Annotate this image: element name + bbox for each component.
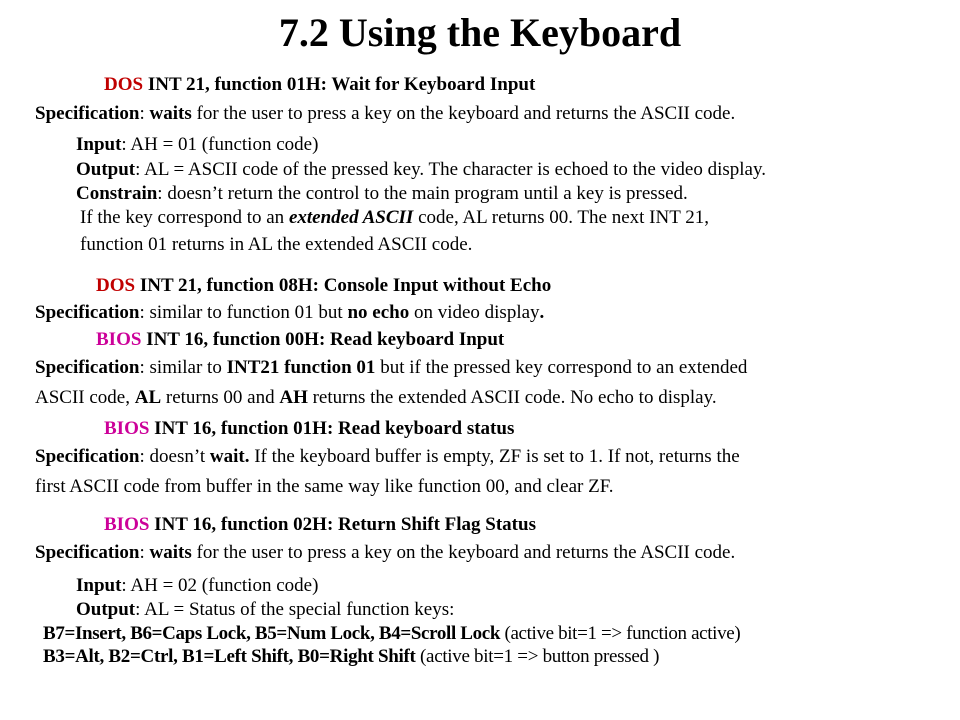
input-line-int21-01: [76, 134, 318, 156]
spec-line-int16-01: [35, 446, 740, 468]
heading-text: INT 16, function 02H: Return Shift Flag Status: [149, 514, 536, 535]
dos-label: DOS: [104, 74, 144, 95]
constrain-line-int21-01: [76, 183, 688, 205]
section-heading-int16-00: [96, 329, 504, 351]
spec-text: : doesn’t: [139, 446, 210, 467]
spec-text: :: [139, 103, 150, 124]
spec-bold-wait: wait.: [209, 446, 250, 467]
spec-text: for the user to press a key on the keyboard and returns the ASCII code.: [191, 103, 736, 124]
spec-text: If the keyboard buffer is empty, ZF is set to 1. If not, returns the: [249, 446, 740, 467]
output-text: : AL = ASCII code of the pressed key. The character is echoed to the video display.: [135, 159, 766, 180]
spec-label: Specification: [35, 302, 140, 323]
input-text: : AH = 01 (function code): [121, 134, 319, 155]
bits-note: (active bit=1 => button pressed ): [415, 646, 660, 667]
spec-bold-waits: waits: [149, 542, 192, 563]
heading-text: INT 21, function 01H: Wait for Keyboard Input: [143, 74, 536, 95]
constrain-text: : doesn’t return the control to the main program until a key is pressed.: [157, 183, 688, 204]
spec-label: Specification: [35, 103, 140, 124]
spec-text: : similar to: [139, 357, 227, 378]
spec-text: returns the extended ASCII code. No echo to display.: [307, 387, 717, 408]
output-line-int21-01: [76, 159, 766, 181]
heading-text: INT 16, function 00H: Read keyboard Input: [141, 329, 505, 350]
constrain-label: Constrain: [76, 183, 158, 204]
spec-bold-no-echo: no echo: [347, 302, 410, 323]
spec-period: .: [539, 302, 545, 323]
spec-text: : similar to function 01 but: [139, 302, 348, 323]
spec-text: on video display: [409, 302, 540, 323]
bits-names: B7=Insert, B6=Caps Lock, B5=Num Lock, B4=Scroll Lock: [43, 623, 501, 644]
input-line-int16-02: [76, 575, 318, 597]
dos-label: DOS: [96, 275, 136, 296]
spec-text: returns 00 and: [161, 387, 280, 408]
spec-line-int16-00: [35, 357, 747, 379]
input-label: Input: [76, 134, 122, 155]
note-text: If the key correspond to an: [80, 207, 289, 228]
page-title: 7.2 Using the Keyboard: [278, 10, 682, 55]
input-label: Input: [76, 575, 122, 596]
bios-label: BIOS: [104, 418, 150, 439]
output-label: Output: [76, 599, 136, 620]
section-heading-int16-01: [104, 418, 514, 440]
spec-text: :: [139, 542, 150, 563]
spec-text: but if the pressed key correspond to an extended: [375, 357, 748, 378]
bios-label: BIOS: [104, 514, 150, 535]
spec-line-int16-02: [35, 542, 735, 564]
output-text: : AL = Status of the special function keys:: [135, 599, 455, 620]
spec-text: ASCII code,: [35, 387, 135, 408]
output-label: Output: [76, 159, 136, 180]
section-heading-int16-02: [104, 514, 536, 536]
spec-bold-int21: INT21 function 01: [226, 357, 376, 378]
extended-note-line2: function 01 returns in AL the extended ASCII code.: [80, 234, 473, 255]
shift-bits-line2: [43, 646, 659, 668]
spec-line-int21-08: [35, 302, 544, 324]
spec-label: Specification: [35, 446, 140, 467]
extended-ascii-term: extended ASCII: [288, 207, 414, 228]
input-text: : AH = 02 (function code): [121, 575, 319, 596]
bits-note: (active bit=1 => function active): [500, 623, 741, 644]
bits-names: B3=Alt, B2=Ctrl, B1=Left Shift, B0=Right Shift: [43, 646, 416, 667]
section-heading-int21-01: [104, 74, 535, 96]
heading-text: INT 21, function 08H: Console Input without Echo: [135, 275, 552, 296]
spec-line-int21-01: [35, 103, 735, 125]
spec-line2-int16-01: first ASCII code from buffer in the same way like function 00, and clear ZF.: [35, 476, 614, 497]
register-al: AL: [134, 387, 162, 408]
register-ah: AH: [279, 387, 308, 408]
shift-bits-line1: [43, 623, 740, 645]
extended-note-line1: [80, 207, 709, 229]
section-heading-int21-08: [96, 275, 551, 297]
spec-text: for the user to press a key on the keyboard and returns the ASCII code.: [191, 542, 736, 563]
spec-label: Specification: [35, 357, 140, 378]
heading-text: INT 16, function 01H: Read keyboard status: [149, 418, 515, 439]
output-line-int16-02: [76, 599, 454, 621]
note-text: code, AL returns 00. The next INT 21,: [413, 207, 709, 228]
spec-line2-int16-00: [35, 387, 717, 409]
spec-label: Specification: [35, 542, 140, 563]
bios-label: BIOS: [96, 329, 142, 350]
spec-bold-waits: waits: [149, 103, 192, 124]
